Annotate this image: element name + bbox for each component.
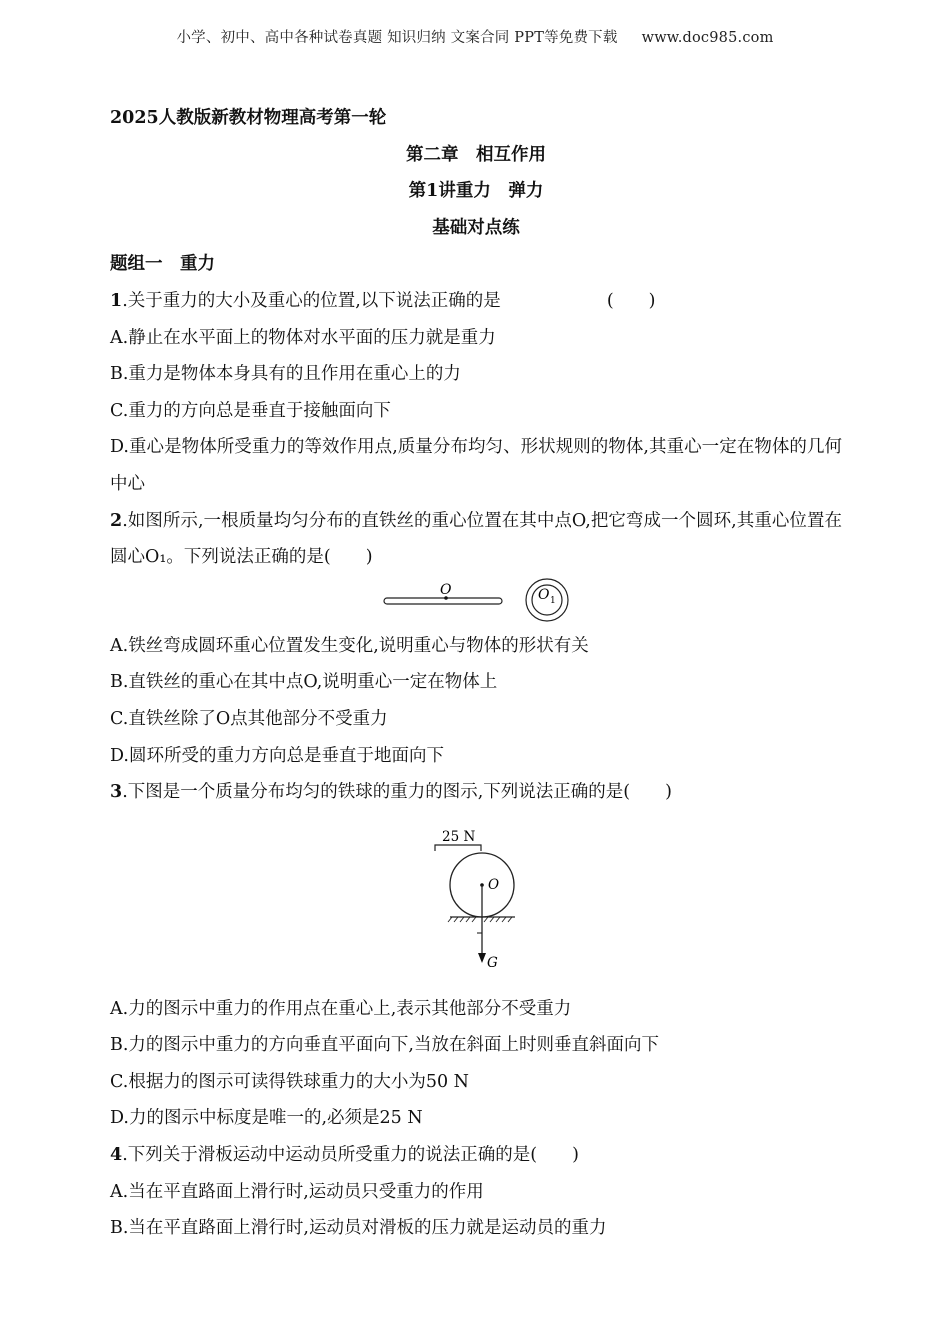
scale-bar [435,845,481,851]
label-g: G [487,954,498,971]
question-number: 1 [110,290,123,311]
option-b: B.当在平直路面上滑行时,运动员对滑板的压力就是运动员的重力 [110,1218,607,1239]
gravity-arrow-head [478,953,486,963]
option-d: D.圆环所受的重力方向总是垂直于地面向下 [110,745,444,766]
force-diagram [110,811,842,991]
label-o: O [488,876,500,893]
scale-label: 25 N [442,828,476,845]
header-text: 小学、初中、高中各种试卷真题 知识归纳 文案合同 PPT等免费下载 [176,30,618,46]
straight-wire [384,598,502,604]
option-d: D.力的图示中标度是唯一的,必须是25 N [110,1108,423,1129]
question-1-stem [110,283,842,320]
option-a: A.铁丝弯成圆环重心位置发生变化,说明重心与物体的形状有关 [110,635,589,656]
ground-hatching [448,917,512,922]
answer-paren: ( ) [606,290,656,311]
question-text: .下图是一个质量分布均匀的铁球的重力的图示,下列说法正确的是( ) [122,782,672,803]
question-number: 3 [110,782,123,803]
option-b: B.重力是物体本身具有的且作用在重心上的力 [110,364,461,385]
document-body [110,100,842,1247]
figure-iron-ball-weight [110,811,842,991]
question-text: .关于重力的大小及重心的位置,以下说法正确的是 [122,290,501,311]
option-a: A.静止在水平面上的物体对水平面的压力就是重力 [110,327,496,348]
option-a: A.当在平直路面上滑行时,运动员只受重力的作用 [110,1181,484,1202]
option-c: C.直铁丝除了O点其他部分不受重力 [110,708,388,729]
question-number: 4 [110,1145,123,1166]
group-title: 题组一 重力 [110,254,215,275]
label-o1: O [538,586,550,603]
chapter-title: 第二章 相互作用 [406,144,546,165]
book-title: 2025人教版新教材物理高考第一轮 [110,108,387,128]
question-number: 2 [110,510,123,531]
page-header [0,26,950,47]
option-c: C.根据力的图示可读得铁球重力的大小为50 N [110,1071,469,1092]
option-b: B.直铁丝的重心在其中点O,说明重心一定在物体上 [110,672,498,693]
option-d: D.重心是物体所受重力的等效作用点,质量分布均匀、形状规则的物体,其重心一定在物体的几何中心 [110,437,842,494]
question-text: .下列关于滑板运动中运动员所受重力的说法正确的是( ) [122,1145,579,1166]
lesson-title: 第1讲重力 弹力 [408,181,544,202]
option-c: C.重力的方向总是垂直于接触面向下 [110,400,391,421]
header-url[interactable]: www.doc985.com [641,30,774,46]
label-o: O [440,581,452,598]
question-3-stem [110,774,842,811]
question-text: .如图所示,一根质量均匀分布的直铁丝的重心位置在其中点O,把它弯成一个圆环,其重心位置在圆心O₁。下列说法正确的是( ) [110,510,842,568]
question-4-stem [110,1137,842,1174]
wire-ring-diagram [110,576,842,628]
figure-wire-and-ring [110,576,842,628]
label-o1-subscript: 1 [550,595,556,606]
option-b: B.力的图示中重力的方向垂直平面向下,当放在斜面上时则垂直斜面向下 [110,1035,659,1056]
section-title: 基础对点练 [432,217,520,238]
question-2-stem [110,503,842,576]
option-a: A.力的图示中重力的作用点在重心上,表示其他部分不受重力 [110,998,572,1019]
